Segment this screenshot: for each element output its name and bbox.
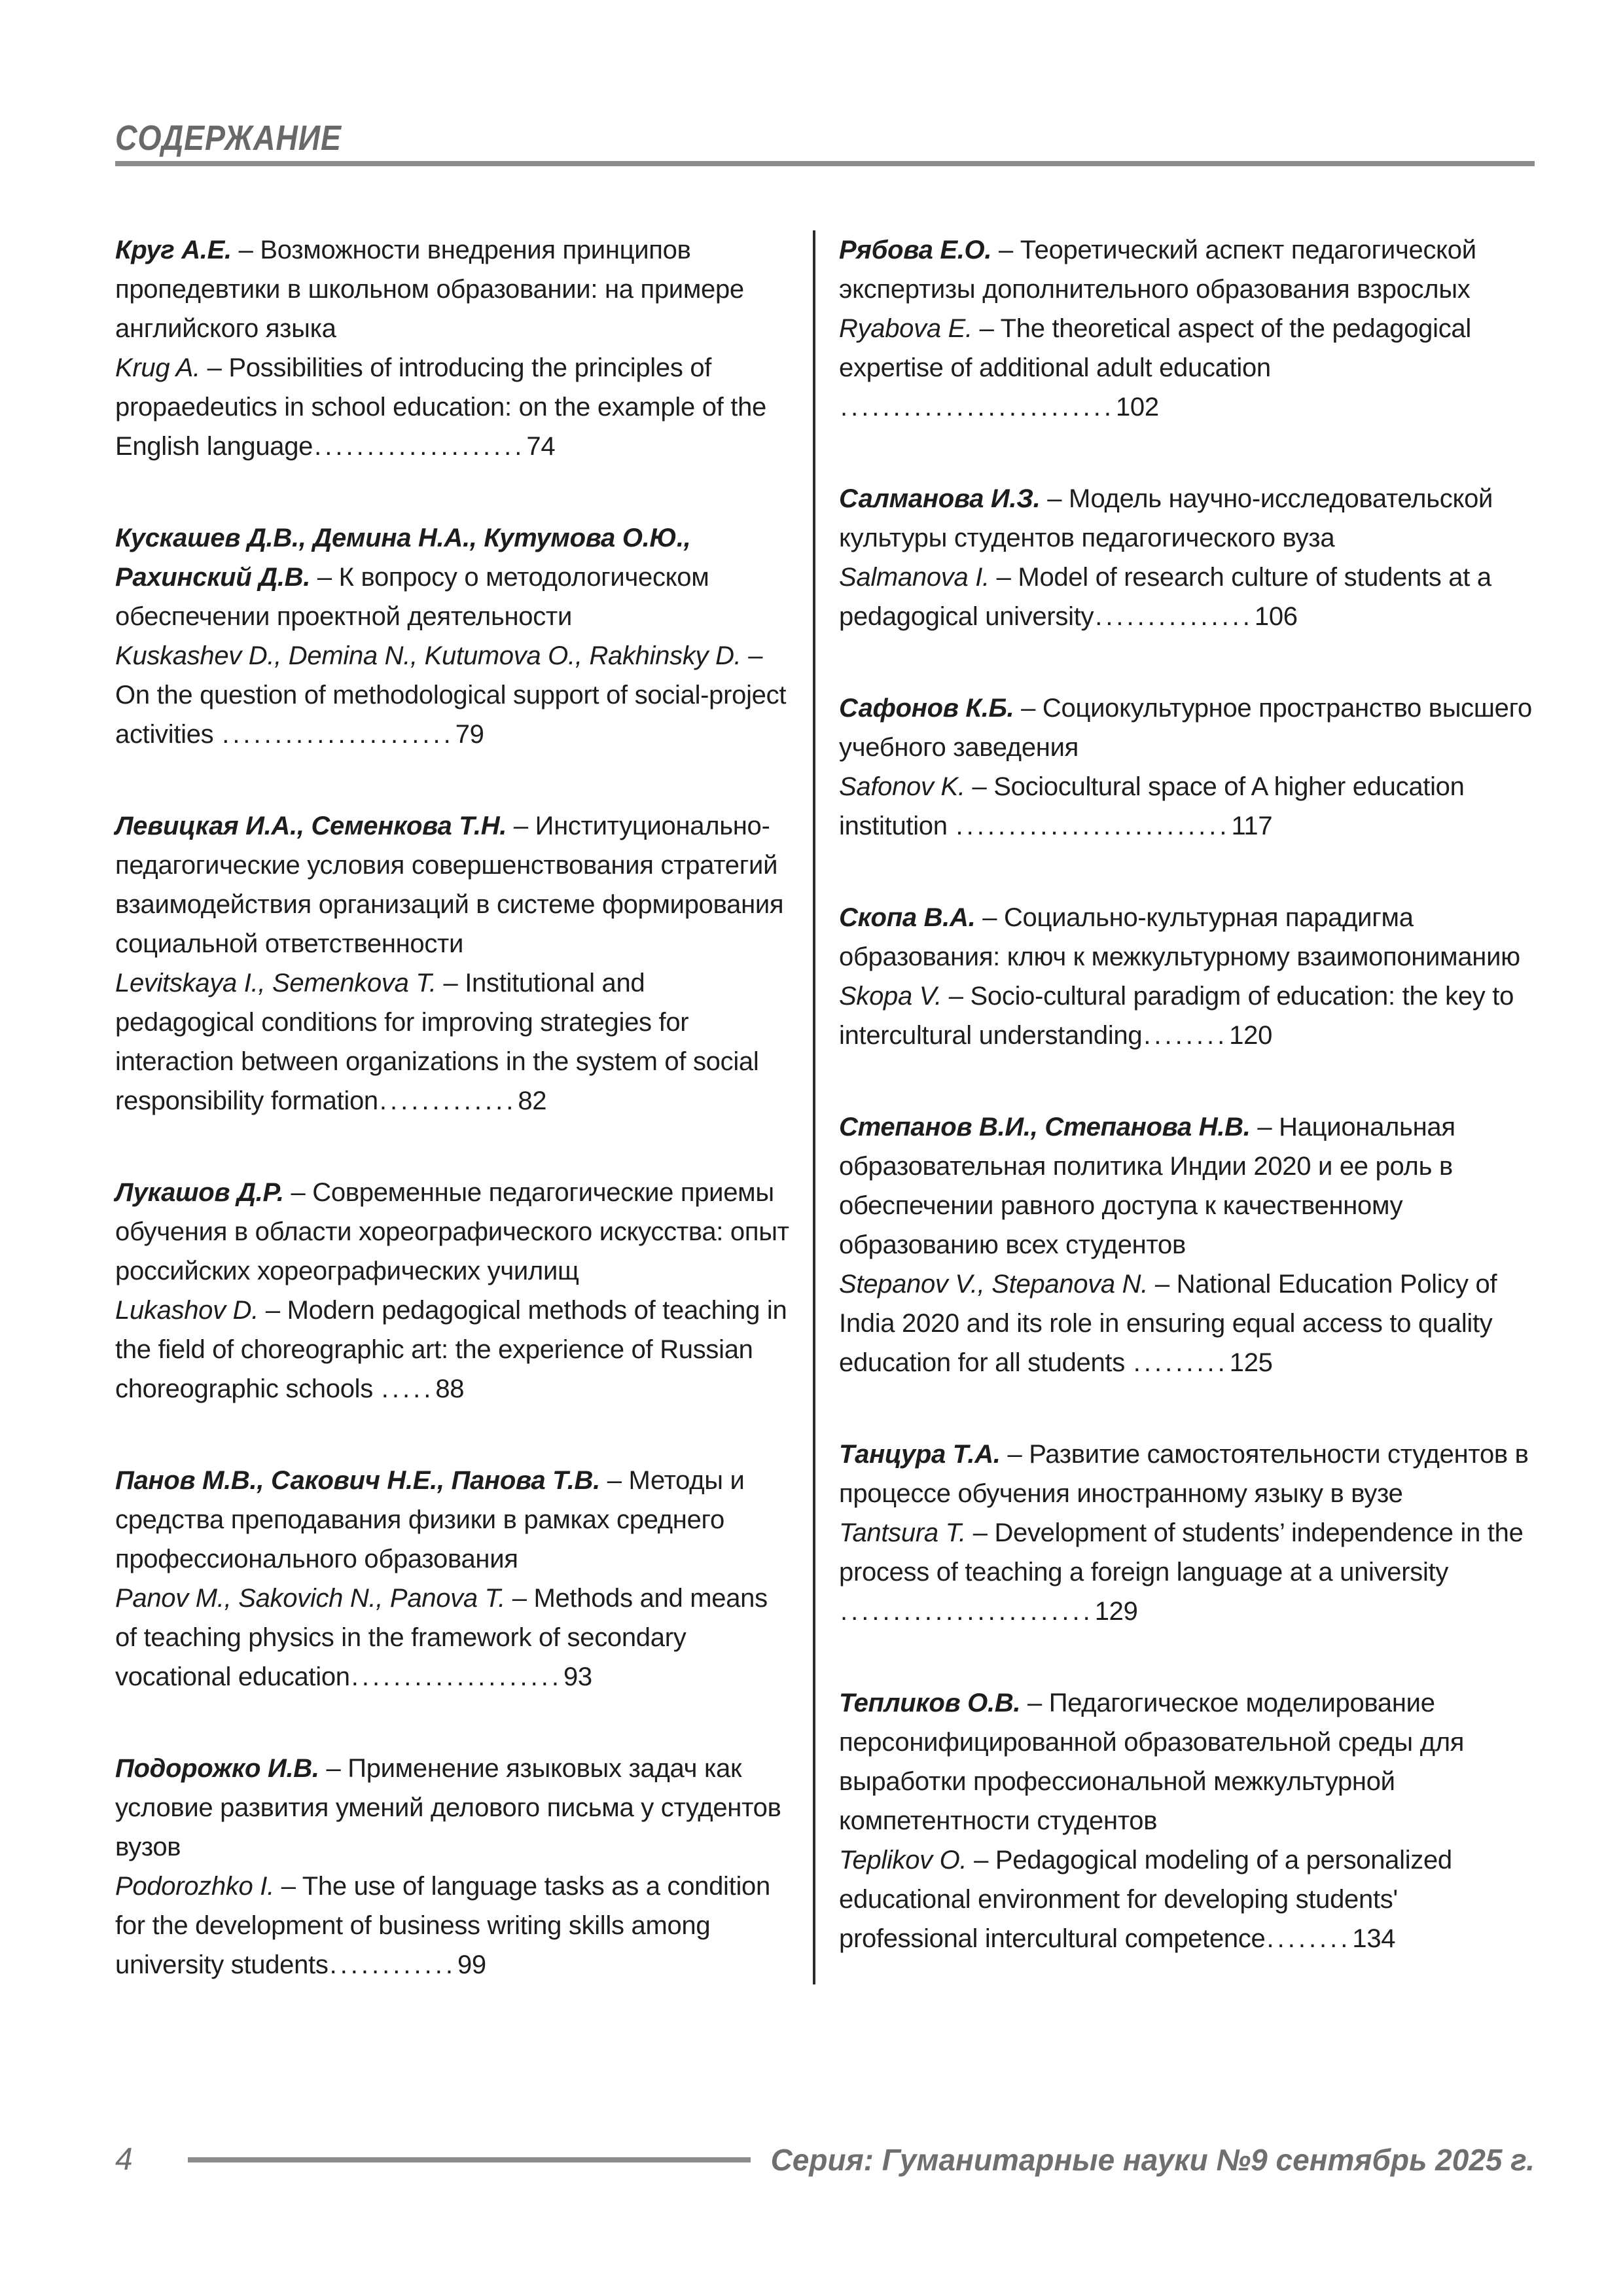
entry-page-number: 102	[1115, 393, 1159, 422]
entry-russian	[115, 806, 789, 963]
entry-title-ru: – Применение языковых задач как условие развития умений делового письма у студентов вузов	[115, 1754, 781, 1861]
entry-english	[115, 1579, 789, 1696]
entry-authors-en: Levitskaya I., Semenkova T.	[115, 969, 437, 997]
entry-russian	[839, 1683, 1535, 1840]
page-title: СОДЕРЖАНИЕ	[115, 118, 342, 158]
entry-authors-ru: Лукашов Д.Р.	[115, 1178, 284, 1207]
entry-authors-en: Skopa V.	[839, 982, 942, 1011]
toc-entry-ryabova	[839, 230, 1535, 427]
entry-title-ru: – Развитие самостоятельности студентов в процессе обучения иностранному языку в вузе	[839, 1440, 1529, 1508]
entry-title-ru: – Возможности внедрения принципов пропедевтики в школьном образовании: на примере английского языка	[115, 236, 744, 343]
entry-title-en: – The theoretical aspect of the pedagogical expertise of additional adult education	[839, 314, 1471, 382]
entry-english	[839, 309, 1535, 427]
toc-content	[115, 230, 1535, 1984]
entry-russian	[839, 898, 1535, 977]
toc-entry-kuskashev	[115, 518, 789, 754]
entry-english	[115, 1291, 789, 1408]
dot-leader: ............	[329, 1950, 456, 1979]
entry-page-number: 74	[526, 432, 556, 461]
entry-title-en: – Development of students’ independence in the process of teaching a foreign language at a university	[839, 1518, 1524, 1587]
entry-authors-en: Kuskashev D., Demina N., Kutumova O., Rakhinsky D.	[115, 641, 741, 670]
dot-leader: .........	[1133, 1348, 1228, 1377]
entry-title-en: – Possibilities of introducing the principles of propaedeutics in school education: on the example of the English language	[115, 353, 766, 461]
entry-authors-en: Safonov K.	[839, 772, 965, 801]
page-footer	[115, 2142, 1535, 2178]
entry-title-en: – Sociocultural space of A higher education institution	[839, 772, 1465, 840]
entry-title-ru: – Социокультурное пространство высшего учебного заведения	[839, 694, 1532, 762]
entry-title-en: – The use of language tasks as a condition for the development of business writing skills among university students	[115, 1872, 770, 1979]
entry-page-number: 82	[518, 1086, 547, 1115]
dot-leader: ........	[1143, 1021, 1228, 1050]
entry-page-number: 88	[435, 1374, 465, 1403]
footer-page-number: 4	[115, 2142, 133, 2177]
footer-rule	[188, 2157, 751, 2162]
entry-russian	[115, 1173, 789, 1291]
entry-title-en: – On the question of methodological support of social-project activities	[115, 641, 787, 749]
entry-title-en: – Model of research culture of students at a pedagogical university	[839, 563, 1491, 631]
entry-title-ru: – Педагогическое моделирование персонифицированной образовательной среды для выработки профессиональной межкультурной компетентности студентов	[839, 1689, 1465, 1835]
entry-title-en: – Methods and means of teaching physics in the framework of secondary vocational education	[115, 1584, 768, 1691]
entry-russian	[115, 1461, 789, 1579]
entry-russian	[839, 1107, 1535, 1265]
entry-page-number: 79	[455, 720, 484, 749]
entry-russian	[115, 1749, 789, 1867]
toc-entry-salmanova	[839, 479, 1535, 636]
entry-title-ru: – Модель научно-исследовательской культуры студентов педагогического вуза	[839, 484, 1493, 552]
entry-authors-ru: Танцура Т.А.	[839, 1440, 1001, 1469]
entry-authors-ru: Рябова Е.О.	[839, 236, 992, 264]
toc-column-right	[839, 230, 1535, 1984]
entry-authors-en: Salmanova I.	[839, 563, 990, 592]
entry-russian	[839, 689, 1535, 767]
entry-english	[115, 348, 789, 466]
entry-english	[839, 558, 1535, 636]
entry-authors-en: Lukashov D.	[115, 1296, 259, 1325]
entry-english	[839, 767, 1535, 846]
entry-page-number: 120	[1229, 1021, 1273, 1050]
dot-leader: ........................	[840, 1597, 1094, 1626]
column-divider	[813, 230, 815, 1984]
dot-leader: ..........................	[840, 393, 1115, 422]
entry-russian	[115, 230, 789, 348]
entry-authors-ru: Скопа В.А.	[839, 903, 976, 932]
dot-leader: ...............	[1095, 602, 1253, 631]
entry-title-en: – Modern pedagogical methods of teaching in the field of choreographic art: the experience of Russian choreographic schools	[115, 1296, 787, 1403]
entry-title-ru: – Теоретический аспект педагогической экспертизы дополнительного образования взрослых	[839, 236, 1476, 304]
entry-english	[115, 636, 789, 754]
entry-authors-ru: Сафонов К.Б.	[839, 694, 1014, 723]
dot-leader: .....	[381, 1374, 435, 1403]
entry-title-en: – National Education Policy of India 2020 and its role in ensuring equal access to quality education for all students	[839, 1270, 1497, 1377]
entry-english	[115, 1867, 789, 1984]
toc-entry-levitskaya	[115, 806, 789, 1121]
toc-entry-panov	[115, 1461, 789, 1696]
entry-page-number: 117	[1231, 812, 1273, 840]
entry-title-en: – Socio-cultural paradigm of education: the key to intercultural understanding	[839, 982, 1514, 1050]
entry-authors-ru: Тепликов О.В.	[839, 1689, 1021, 1717]
entry-authors-en: Krug A.	[115, 353, 200, 382]
entry-title-en: – Pedagogical modeling of a personalized educational environment for developing students' professional intercultural competence	[839, 1846, 1452, 1953]
entry-authors-en: Teplikov O.	[839, 1846, 967, 1874]
entry-authors-ru: Панов М.В., Сакович Н.Е., Панова Т.В.	[115, 1466, 600, 1495]
entry-english	[839, 1840, 1535, 1958]
entry-authors-en: Panov M., Sakovich N., Panova T.	[115, 1584, 505, 1613]
entry-title-ru: – К вопросу о методологическом обеспечении проектной деятельности	[115, 563, 709, 631]
entry-authors-ru: Кускашев Д.В., Демина Н.А., Кутумова О.Ю., Рахинский Д.В.	[115, 524, 691, 592]
header-rule	[115, 161, 1535, 166]
entry-english	[839, 977, 1535, 1055]
dot-leader: ......................	[222, 720, 454, 749]
entry-page-number: 93	[563, 1662, 592, 1691]
entry-title-ru: – Современные педагогические приемы обучения в области хореографического искусства: опыт российских хореографических училищ	[115, 1178, 789, 1285]
entry-authors-ru: Степанов В.И., Степанова Н.В.	[839, 1113, 1251, 1141]
entry-authors-ru: Круг А.Е.	[115, 236, 232, 264]
entry-authors-ru: Подорожко И.В.	[115, 1754, 319, 1783]
entry-authors-en: Ryabova E.	[839, 314, 972, 343]
entry-russian	[115, 518, 789, 636]
dot-leader: ........	[1266, 1924, 1351, 1953]
entry-title-ru: – Методы и средства преподавания физики в рамках среднего профессионального образования	[115, 1466, 745, 1573]
entry-russian	[839, 1435, 1535, 1513]
toc-entry-teplikov	[839, 1683, 1535, 1958]
entry-title-ru: – Социально-культурная парадигма образования: ключ к межкультурному взаимопониманию	[839, 903, 1520, 971]
dot-leader: ....................	[314, 432, 526, 461]
entry-english	[115, 963, 789, 1121]
entry-page-number: 129	[1094, 1597, 1138, 1626]
entry-page-number: 99	[457, 1950, 486, 1979]
entry-english	[839, 1513, 1535, 1631]
toc-column-left	[115, 230, 789, 1984]
toc-entry-stepanov	[839, 1107, 1535, 1382]
toc-entry-tantsura	[839, 1435, 1535, 1631]
entry-english	[839, 1265, 1535, 1382]
dot-leader: ..........................	[955, 812, 1230, 840]
entry-authors-en: Podorozhko I.	[115, 1872, 274, 1901]
footer-journal-info: Серия: Гуманитарные науки №9 сентябрь 2025 г.	[770, 2142, 1535, 2177]
toc-entry-safonov	[839, 689, 1535, 846]
entry-russian	[839, 230, 1535, 309]
toc-entry-krug	[115, 230, 789, 466]
entry-page-number: 134	[1352, 1924, 1396, 1953]
toc-entry-skopa	[839, 898, 1535, 1055]
entry-title-en: – Institutional and pedagogical conditions for improving strategies for interaction between organizations in the system of social responsibility formation	[115, 969, 759, 1115]
entry-title-ru: – Институционально-педагогические условия совершенствования стратегий взаимодействия организаций в системе формирования социальной ответственности	[115, 812, 784, 958]
entry-page-number: 106	[1254, 602, 1298, 631]
entry-title-ru: – Национальная образовательная политика Индии 2020 и ее роль в обеспечении равного доступа к качественному образованию всех студентов	[839, 1113, 1455, 1259]
dot-leader: ....................	[351, 1662, 562, 1691]
entry-authors-en: Tantsura T.	[839, 1518, 966, 1547]
entry-authors-ru: Левицкая И.А., Семенкова Т.Н.	[115, 812, 507, 840]
toc-entry-lukashov	[115, 1173, 789, 1408]
entry-authors-en: Stepanov V., Stepanova N.	[839, 1270, 1149, 1299]
entry-authors-ru: Салманова И.З.	[839, 484, 1041, 513]
dot-leader: .............	[379, 1086, 517, 1115]
entry-page-number: 125	[1229, 1348, 1273, 1377]
toc-entry-podorozhko	[115, 1749, 789, 1984]
entry-russian	[839, 479, 1535, 558]
